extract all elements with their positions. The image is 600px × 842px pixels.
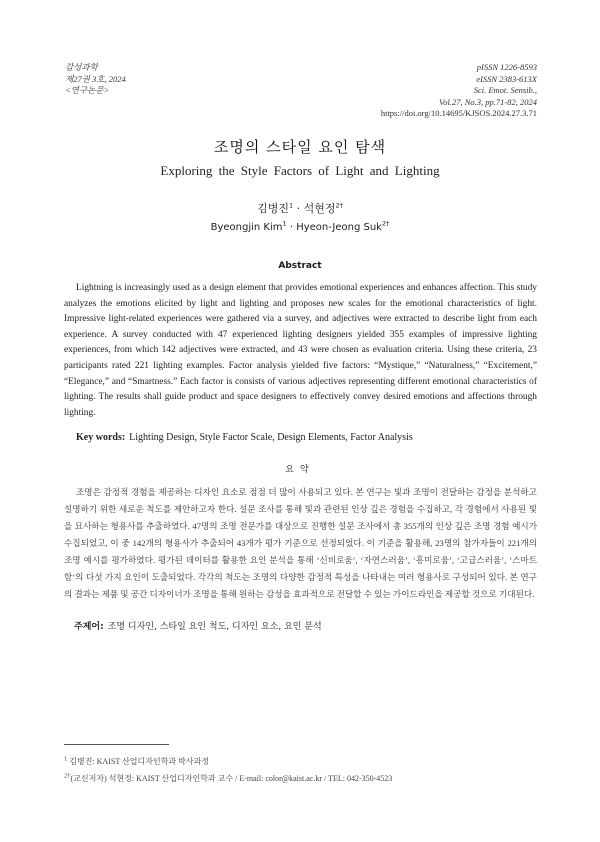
article-type: <연구논문> — [65, 85, 110, 95]
journal-header-right — [381, 62, 537, 120]
author-mark: 1 — [282, 219, 287, 228]
volume-pages: Vol.27, No.3, pp.71-82, 2024 — [439, 96, 537, 107]
pissn: pISSN 1226-8593 — [476, 62, 537, 72]
korean-keywords-label: 주제어: — [74, 622, 104, 632]
title-korean: 조명의 스타일 요인 탐색 — [213, 138, 387, 156]
author-name: 김병진 — [257, 202, 289, 215]
footnote-text: 김병진: KAIST 산업디자인학과 박사과정 — [69, 757, 210, 766]
footnote-mark: 1 — [64, 755, 68, 763]
korean-summary-body: 조명은 감정적 경험을 제공하는 디자인 요소로 점점 더 많이 사용되고 있다. 본 연구는 빛과 조명이 전달하는 감정을 분석하고 설명하기 위한 새로운 척도를 제안하고자 한다. 설문 조사를 통해 빛과 관련된 인상 깊은 경험을 수집하고, 각 경험에서 사용된 빛을 묘사하는 형용사를 추출하였다. 47명의 조명 전문가를 대상으로 진행한 설문 조사에서 총 355개의 인상 깊은 조명 경험 예시가 수집되었고, 이 중 142개의 형용사가 추출되어 43개가 평가 기준으로 선정되었다. 이 기준을 활용해, 23명의 참가자들이 221개의 조명 예시를 평가하였다. 평가된 데이터를 활용한 요인 분석을 통해 ‘신비로움’, ‘자연스러움’, ‘흥미로움’, ‘고급스러움’, ‘스마트함’의 다섯 가지 요인이 도출되었다. 각각의 척도는 조명의 다양한 감정적 특성을 나타내는 여러 형용사로 구성되어 있다. 본 연구의 결과는 제품 및 공간 디자이너가 조명을 통해 원하는 감성을 효과적으로 전달할 수 있는 가이드라인을 제공할 것으로 기대된다. — [64, 487, 537, 599]
author-name: Hyeon-Jeong Suk — [296, 222, 382, 233]
journal-volume-korean: 제27권 3호, 2024 — [65, 73, 126, 84]
author-separator: · — [286, 222, 297, 233]
title-english: Exploring the Style Factors of Light and Lighting — [160, 163, 440, 178]
journal-header-left — [65, 62, 126, 97]
journal-abbrev: Sci. Emot. Sensib., — [473, 85, 537, 95]
footnote-text: (교신저자) 석현정: KAIST 산업디자인학과 교수 / E-mail: color@kaist.ac.kr / TEL: 042-350-4523 — [70, 774, 393, 783]
author-mark: 1 — [288, 201, 294, 210]
abstract-body: Lightning is increasingly used as a design element that provides emotional experiences and enhances affection. This study analyzes the emotions elicited by light and lighting and proposes new scales for the emotional characteristics of light. Impressive light-related experiences were gathered via a survey, and adjectives were extracted to describe light from each experience. A survey conducted with 47 experienced lighting designers yielded 355 examples of impressive lighting experiences, from which 142 adjectives were extracted, and 43 were chosen as evaluation criteria. Using these criteria, 23 participants rated 221 lighting examples. Factor analysis yielded five factors: “Mystique,” “Naturalness,” “Excitement,” “Elegance,” and “Smartness.” Each factor is consists of various adjectives representing different emotional characteristics of lighting. The results shall guide product and space designers to effectively convey desired emotions and affections through lighting. — [64, 283, 537, 418]
author-separator: · — [293, 202, 304, 215]
eissn: eISSN 2383-613X — [476, 73, 537, 84]
author-name: 석현정 — [303, 202, 336, 215]
footnote-2 — [64, 773, 392, 784]
footnote-divider — [64, 744, 169, 745]
journal-name-korean: 감성과학 — [65, 62, 98, 72]
authors-korean — [0, 200, 600, 216]
abstract-heading: Abstract — [278, 261, 322, 271]
footnote-mark: 2† — [64, 772, 71, 780]
keywords — [76, 432, 538, 443]
author-name: Byeongjin Kim — [210, 222, 283, 233]
keywords-label: Key words: — [76, 432, 126, 443]
author-mark: 2† — [381, 219, 390, 228]
korean-summary-heading: 요약 — [285, 465, 315, 475]
korean-keywords — [74, 619, 322, 632]
keywords-text: Lighting Design, Style Factor Scale, Design Elements, Factor Analysis — [129, 432, 413, 443]
footnote-1 — [64, 756, 209, 767]
doi-link[interactable]: https://doi.org/10.14695/KJSOS.2024.27.3.71 — [380, 108, 537, 118]
author-mark: 2† — [335, 201, 343, 210]
korean-keywords-text: 조명 디자인, 스타일 요인 척도, 디자인 요소, 요인 분석 — [107, 622, 322, 632]
authors-english — [0, 219, 600, 233]
